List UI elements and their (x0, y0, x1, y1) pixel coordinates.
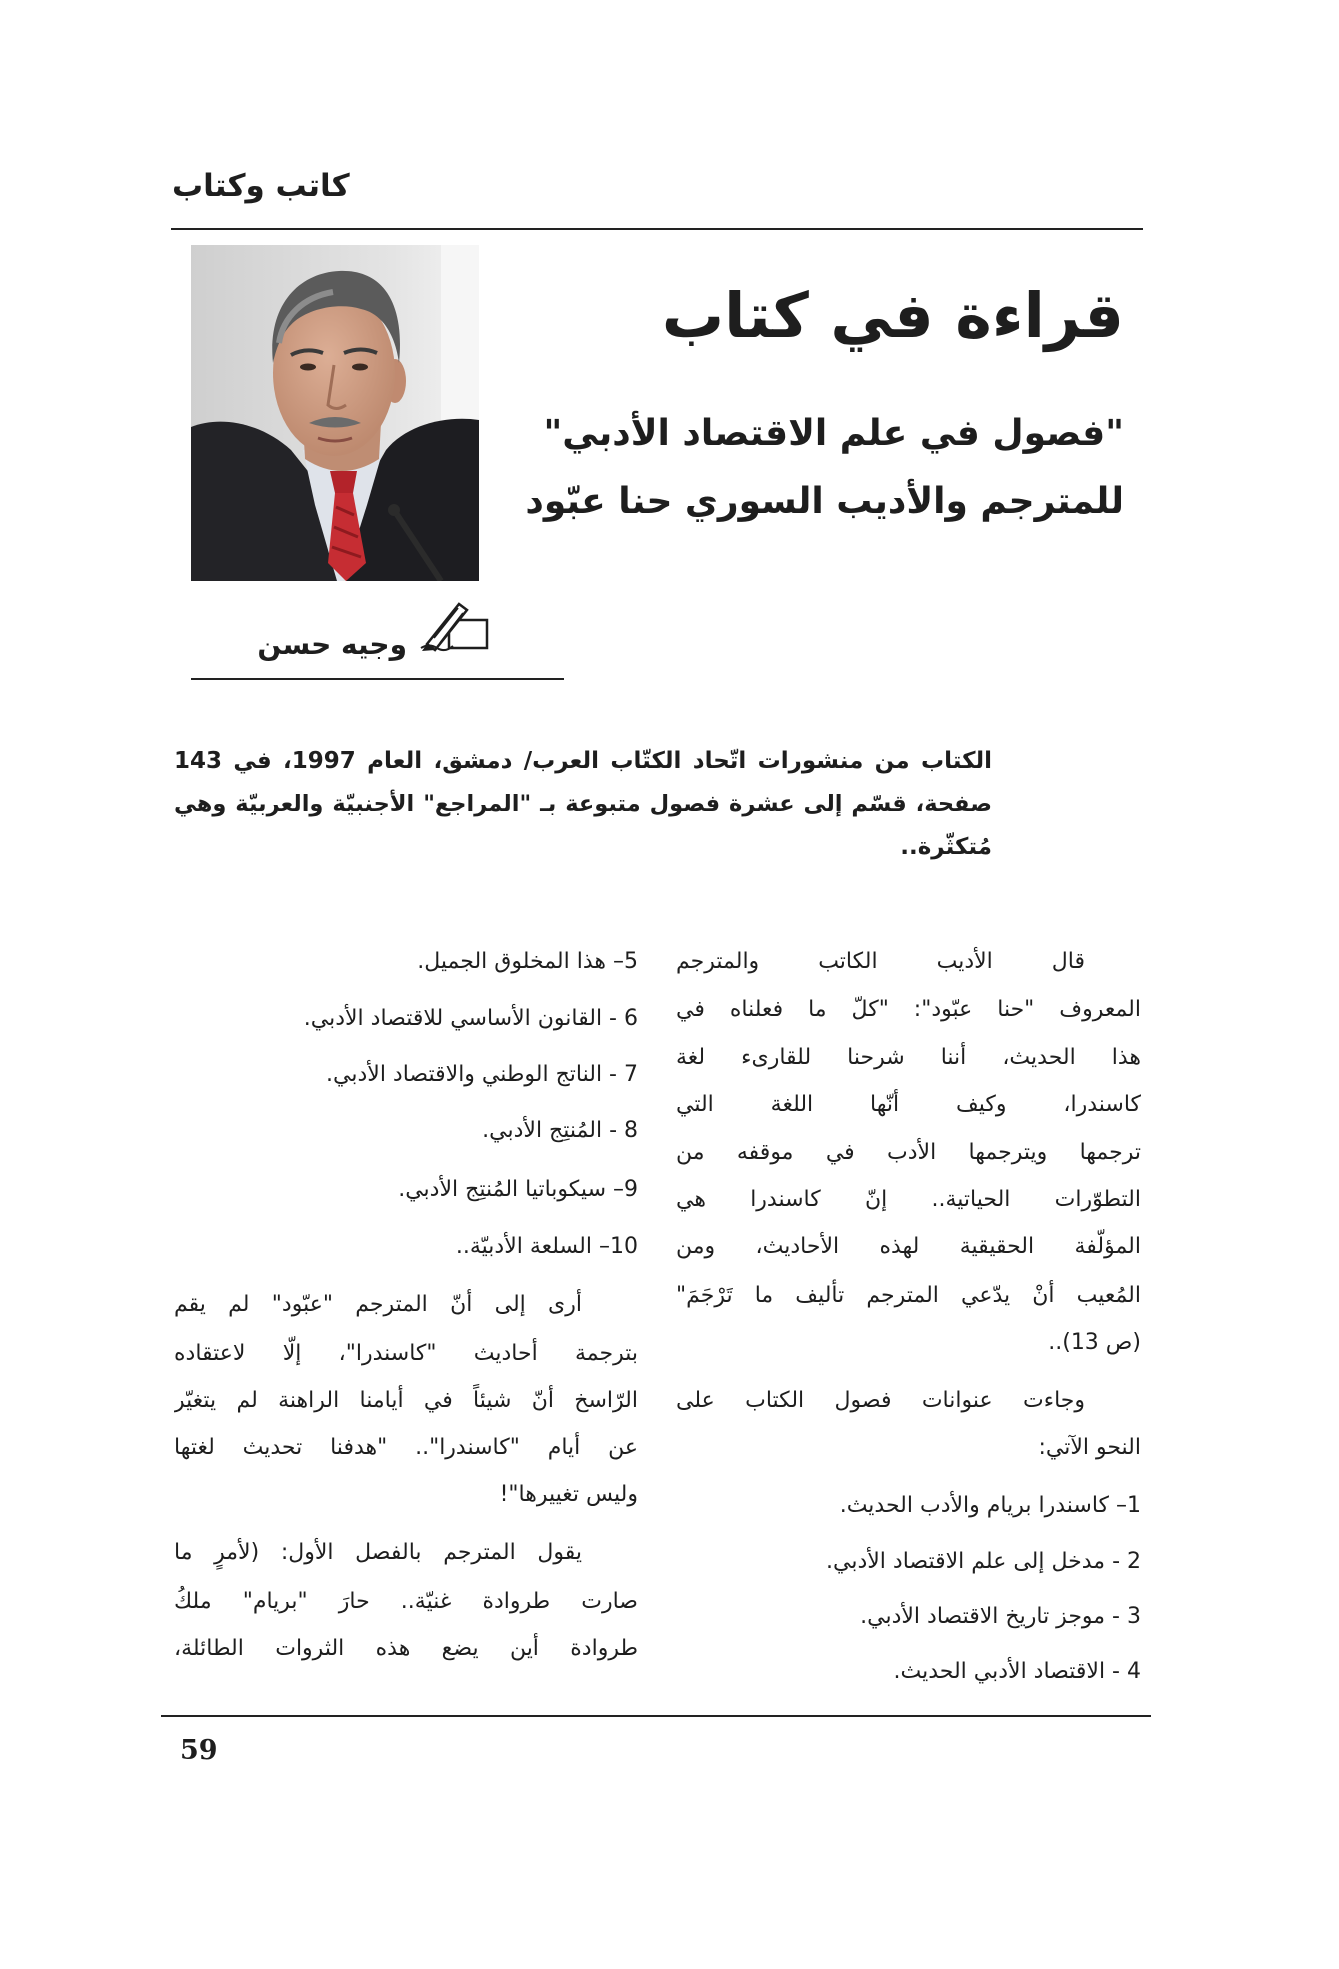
pen-writing-icon (419, 598, 491, 652)
chapters-intro-line: وجاءت عنوانات فصول الكتاب على (676, 1388, 1085, 1413)
section-label: كاتب وكتاب (172, 168, 350, 204)
chapter-item: 9– سيكوباتيا المُنتِج الأدبي. (398, 1177, 638, 1202)
chapter-item: 8 - المُنتِج الأدبي. (482, 1118, 638, 1143)
page-number: 59 (180, 1735, 218, 1766)
quote-paragraph-line: المؤلّفة الحقيقية لهذه الأحاديث، ومن (676, 1234, 1141, 1259)
quote-paragraph-line: كاسندرا، وكيف أنّها اللغة التي (676, 1092, 1141, 1117)
opinion-paragraph-line: وليس تغييرها"! (499, 1482, 638, 1507)
quote-paragraph-line: (ص 13).. (1048, 1330, 1141, 1355)
chapter-item: 10– السلعة الأدبيّة.. (455, 1234, 638, 1259)
quote-paragraph-line: التطوّرات الحياتية.. إنّ كاسندرا هي (676, 1187, 1141, 1212)
chapter-one-paragraph-line: يقول المترجم بالفصل الأول: (لأمرٍ ما (174, 1540, 582, 1565)
chapter-item: 6 - القانون الأساسي للاقتصاد الأدبي. (303, 1006, 638, 1031)
quote-paragraph-line: المُعيب أنْ يدّعي المترجم تأليف ما تَرْجَمَ" (676, 1283, 1141, 1308)
intro-line: مُتكثّرة.. (900, 834, 992, 860)
chapter-item: 2 - مدخل إلى علم الاقتصاد الأدبي. (826, 1549, 1141, 1574)
intro-line: الكتاب من منشورات اتّحاد الكتّاب العرب/ دمشق، العام 1997، في 143 (174, 748, 992, 774)
opinion-paragraph-line: بترجمة أحاديث "كاسندرا"، إلّا لاعتقاده (174, 1341, 638, 1366)
chapters-intro-line: النحو الآتي: (1038, 1435, 1141, 1460)
quote-paragraph-line: ترجمها ويترجمها الأدب في موقفه من (676, 1140, 1141, 1165)
header-rule (171, 228, 1143, 230)
opinion-paragraph-line: أرى إلى أنّ المترجم "عبّود" لم يقم (174, 1292, 582, 1317)
article-subtitle-line-1: "فصول في علم الاقتصاد الأدبي" (543, 413, 1124, 454)
quote-paragraph-line: المعروف "حنا عبّود": "كلّ ما فعلناه في (676, 997, 1141, 1022)
article-subtitle-line-2: للمترجم والأديب السوري حنا عبّود (525, 481, 1124, 522)
quote-paragraph-line: قال الأديب الكاتب والمترجم (676, 949, 1085, 974)
byline-rule (191, 678, 564, 680)
chapter-one-paragraph-line: صارت طروادة غنيّة.. حارَ "بريام" ملكُ (174, 1589, 638, 1614)
opinion-paragraph-line: عن أيام "كاسندرا".. "هدفنا تحديث لغتها (174, 1435, 638, 1460)
chapter-item: 1– كاسندرا بريام والأدب الحديث. (839, 1493, 1141, 1518)
author-photo (191, 245, 479, 581)
chapter-item: 4 - الاقتصاد الأدبي الحديث. (893, 1659, 1141, 1684)
chapter-item: 5– هذا المخلوق الجميل. (417, 949, 638, 974)
quote-paragraph-line: هذا الحديث، أننا شرحنا للقارىء لغة (676, 1045, 1141, 1070)
chapter-item: 7 - الناتج الوطني والاقتصاد الأدبي. (326, 1062, 638, 1087)
author-portrait-image (191, 245, 479, 581)
chapter-one-paragraph-line: طروادة أين يضع هذه الثروات الطائلة، (174, 1636, 638, 1661)
chapter-item: 3 - موجز تاريخ الاقتصاد الأدبي. (860, 1604, 1141, 1629)
intro-line: صفحة، قسّم إلى عشرة فصول متبوعة بـ "المراجع" الأجنبيّة والعربيّة وهي (174, 791, 992, 817)
opinion-paragraph-line: الرّاسخ أنّ شيئاً في أيامنا الراهنة لم يتغيّر (174, 1388, 638, 1413)
article-title: قراءة في كتاب (661, 279, 1124, 352)
footer-rule (161, 1715, 1151, 1717)
author-name: وجيه حسن (257, 628, 407, 661)
